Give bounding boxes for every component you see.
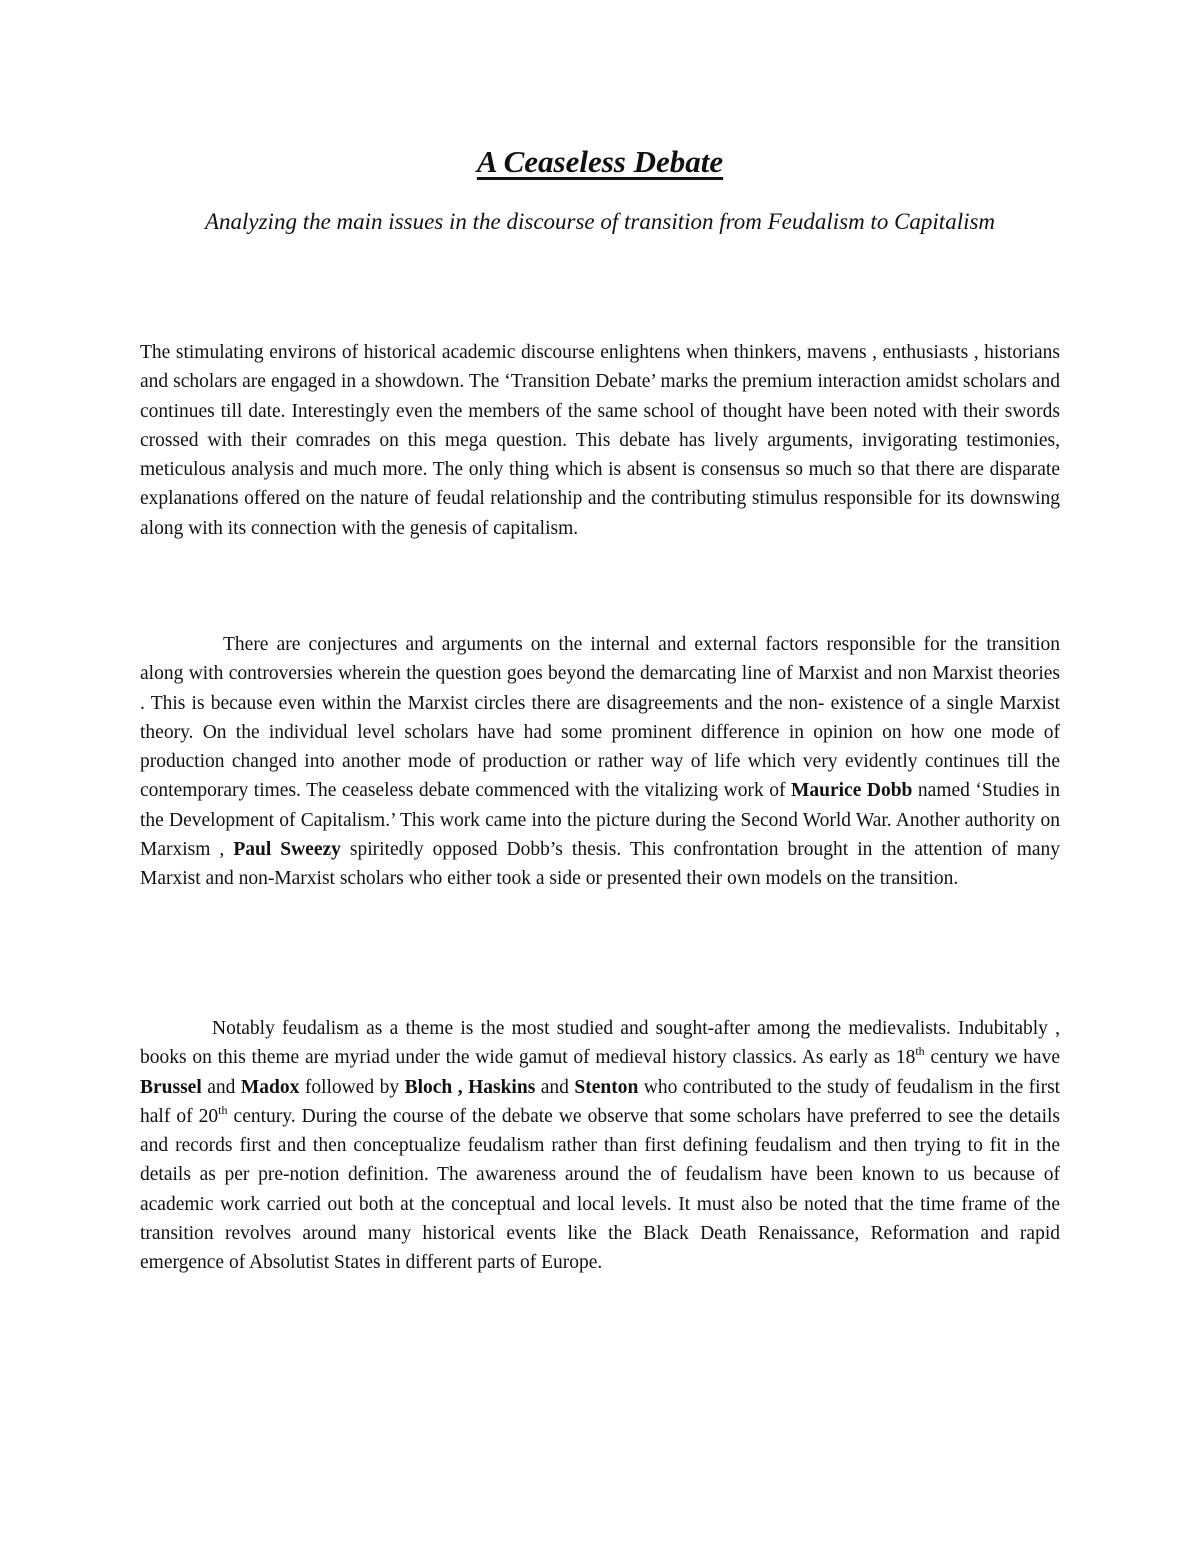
paragraph-3-text-3: who contributed to the study of feudalism in the first half of 20 [140, 1076, 1061, 1127]
document-page [140, 0, 1060, 1553]
author-name-sweezy: Paul Sweezy [233, 839, 341, 861]
paragraph-3-text-2: century we have [930, 1047, 1060, 1069]
paragraph-3-text-4: century. During the course of the debate we observe that some scholars have preferred to see the details and records first and then conceptualize feudalism rather than first defining feudalism and then trying to fit in the details as per pre-notion definition. The awareness around the of feudalism have been known to us because of academic work carried out both at the conceptual and local levels. It must also be noted that the time frame of the transition revolves around many historical events like the Black Death Renaissance, Reformation and rapid emergence of Absolutist States in different parts of Europe. [140, 1105, 1060, 1274]
paragraph-2-text-1: There are conjectures and arguments on the internal and external factors responsible for the transition along with controversies wherein the question goes beyond the demarcating line of Marxist and non Marxist theories . This is because even within the Marxist circles there are disagreements and the non- existence of a single Marxist theory. On the individual level scholars have had some prominent difference in opinion on how one mode of production changed into another mode of production or rather way of life which very evidently continues till the contemporary times. The ceaseless debate commenced with the vitalizing work of [140, 634, 1060, 802]
paragraph-2 [140, 630, 1060, 894]
paragraph-3-and-1: and [207, 1076, 236, 1098]
paragraph-3 [140, 1014, 1060, 1278]
author-name-brussel: Brussel [140, 1076, 202, 1098]
paragraph-3-comma: , [457, 1076, 463, 1098]
author-name-haskins: Haskins [468, 1076, 536, 1098]
author-name-stenton: Stenton [574, 1076, 639, 1098]
paragraph-3-followed-by: followed by [304, 1076, 400, 1098]
author-name-bloch: Bloch [404, 1076, 453, 1098]
author-name-dobb: Maurice Dobb [790, 780, 913, 802]
paragraph-3-text-1: Notably feudalism as a theme is the most studied and sought-after among the medievalists. Indubitably , books on this theme are myriad under the wide gamut of medieval history classics. As early as 18 [140, 1018, 1060, 1069]
document-subtitle: Analyzing the main issues in the discourse of transition from Feudalism to Capitalism [204, 209, 996, 234]
superscript-th-2: th [218, 1102, 228, 1117]
document-title: A Ceaseless Debate [476, 144, 724, 179]
paragraph-2-text-3: spiritedly opposed Dobb’s thesis. This confrontation brought in the attention of many Marxist and non-Marxist scholars who either took a side or presented their own models on the transition. [140, 839, 1061, 890]
author-name-madox: Madox [240, 1076, 300, 1098]
paragraph-2-text-2: named ‘Studies in the Development of Capitalism.’ This work came into the picture during the Second World War. Another authority on Marxism , [140, 780, 1061, 861]
paragraph-3-and-2: and [540, 1076, 569, 1098]
superscript-th-1: th [915, 1044, 925, 1059]
paragraph-1: The stimulating environs of historical academic discourse enlightens when thinkers, mavens , enthusiasts , historians and scholars are engaged in a showdown. The ‘Transition Debate’ marks the premium interaction amidst scholars and continues till date. Interestingly even the members of the same school of thought have been noted with their swords crossed with their comrades on this mega question. This debate has lively arguments, invigorating testimonies, meticulous analysis and much more. The only thing which is absent is consensus so much so that there are disparate explanations offered on the nature of feudal relationship and the contributing stimulus responsible for its downswing along with its connection with the genesis of capitalism. [140, 342, 1060, 539]
